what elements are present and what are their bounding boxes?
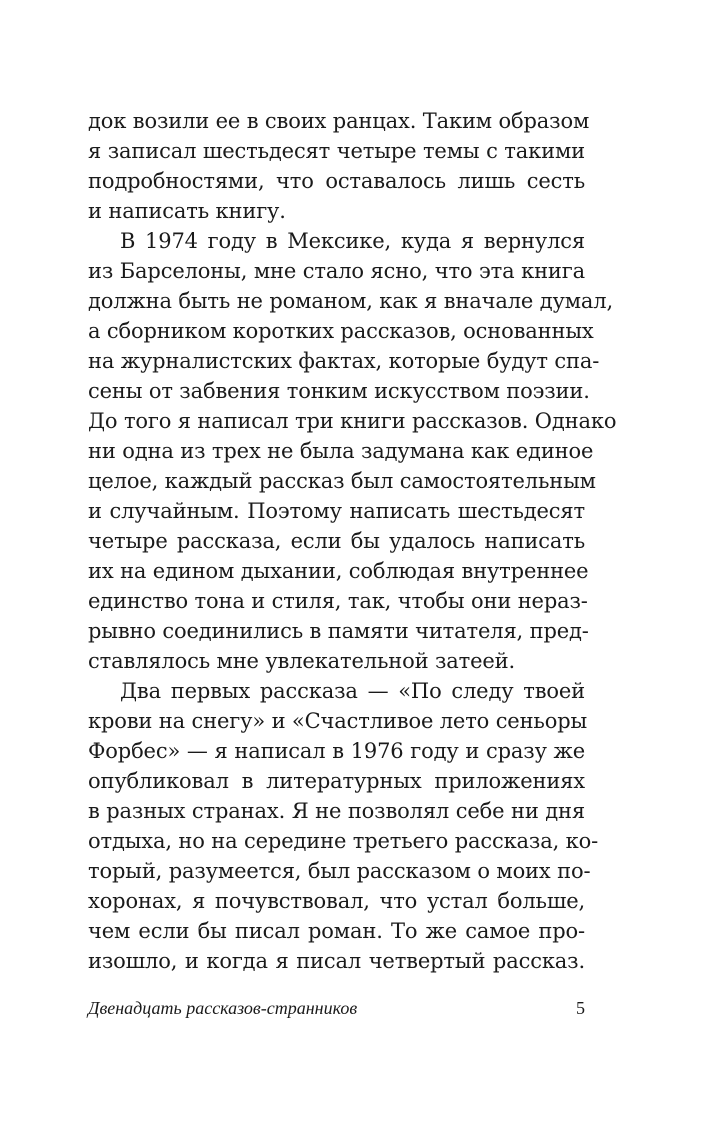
text-line: изошло, и когда я писал четвертый рассказ. xyxy=(88,949,585,973)
text-line: чем если бы писал роман. То же самое про- xyxy=(88,919,585,943)
text-line: крови на снегу» и «Счастливое лето сеньоры xyxy=(88,709,588,733)
text-line: подробностями, что оставалось лишь сесть xyxy=(88,169,585,193)
text-line: из Барселоны, мне стало ясно, что эта книга xyxy=(88,259,585,283)
text-line: должна быть не романом, как я вначале думал, xyxy=(88,289,613,313)
paragraph xyxy=(88,226,617,676)
running-title: Двенадцать рассказов-странников xyxy=(88,998,358,1018)
text-line: их на едином дыхании, соблюдая внутреннее xyxy=(88,559,589,583)
paragraph xyxy=(88,676,599,976)
paragraph xyxy=(88,106,590,226)
text-line: и написать книгу. xyxy=(88,199,286,223)
text-line: ставлялось мне увлекательной затеей. xyxy=(88,649,516,673)
text-line: В 1974 году в Мексике, куда я вернулся xyxy=(120,229,585,253)
text-line: торый, разумеется, был рассказом о моих по- xyxy=(88,859,591,883)
text-line: До того я написал три книги рассказов. Однако xyxy=(88,409,617,433)
page-footer xyxy=(88,998,585,1026)
text-line: отдыха, но на середине третьего рассказа, ко- xyxy=(88,829,599,853)
text-line: в разных странах. Я не позволял себе ни дня xyxy=(88,799,585,823)
text-line: ни одна из трех не была задумана как единое xyxy=(88,439,594,463)
body-text xyxy=(88,106,617,976)
text-line: целое, каждый рассказ был самостоятельным xyxy=(88,469,596,493)
text-line: и случайным. Поэтому написать шестьдесят xyxy=(88,499,585,523)
text-line: Два первых рассказа — «По следу твоей xyxy=(120,679,585,703)
text-line: я записал шестьдесят четыре темы с такими xyxy=(88,139,585,163)
text-line: Форбес» — я написал в 1976 году и сразу же xyxy=(88,739,585,763)
text-line: рывно соединились в памяти читателя, пред- xyxy=(88,619,589,643)
text-line: сены от забвения тонким искусством поэзии. xyxy=(88,379,590,403)
text-line: док возили ее в своих ранцах. Таким образом xyxy=(88,109,590,133)
text-line: опубликовал в литературных приложениях xyxy=(88,769,585,793)
text-line: хоронах, я почувствовал, что устал больше, xyxy=(88,889,585,913)
text-line: а сборником коротких рассказов, основанных xyxy=(88,319,594,343)
text-line: на журналистских фактах, которые будут спа- xyxy=(88,349,600,373)
page-number: 5 xyxy=(576,998,585,1018)
text-line: четыре рассказа, если бы удалось написать xyxy=(88,529,585,553)
text-line: единство тона и стиля, так, чтобы они нераз- xyxy=(88,589,588,613)
